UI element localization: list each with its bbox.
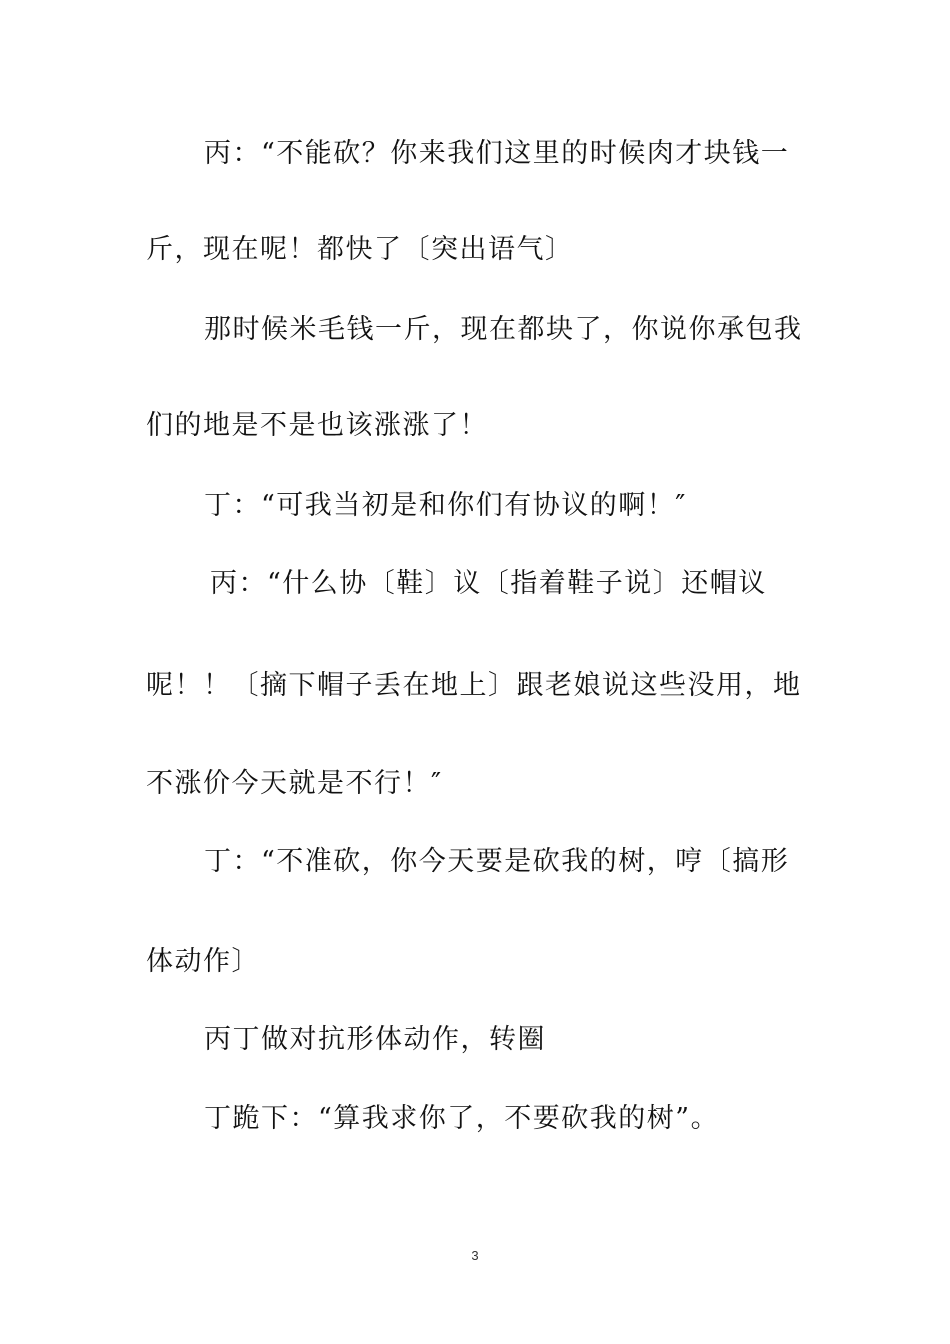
text-line: 体动作〕 (146, 946, 260, 977)
page-number: 3 (471, 1248, 479, 1263)
text-line: 斤，现在呢！都快了〔突出语气〕 (146, 234, 574, 265)
text-line: 那时候米毛钱一斤，现在都块了，你说你承包我 (204, 314, 803, 345)
text-line: 丙丁做对抗形体动作，转圈 (204, 1024, 546, 1055)
text-line: 呢！！〔摘下帽子丢在地上〕跟老娘说这些没用，地 (146, 670, 802, 701)
text-line: 丁跪下：“算我求你了，不要砍我的树”。 (204, 1103, 720, 1134)
text-line: 们的地是不是也该涨涨了！ (146, 410, 488, 441)
text-line: 丁：“不准砍，你今天要是砍我的树，哼〔搞形 (204, 846, 790, 877)
text-line: 丁：“可我当初是和你们有协议的啊！″ (204, 490, 687, 521)
text-line: 丙：“什么协〔鞋〕议〔指着鞋子说〕还帽议 (210, 568, 767, 599)
text-line: 丙：“不能砍？你来我们这里的时候肉才块钱一 (204, 138, 790, 169)
text-line: 不涨价今天就是不行！″ (146, 768, 443, 799)
